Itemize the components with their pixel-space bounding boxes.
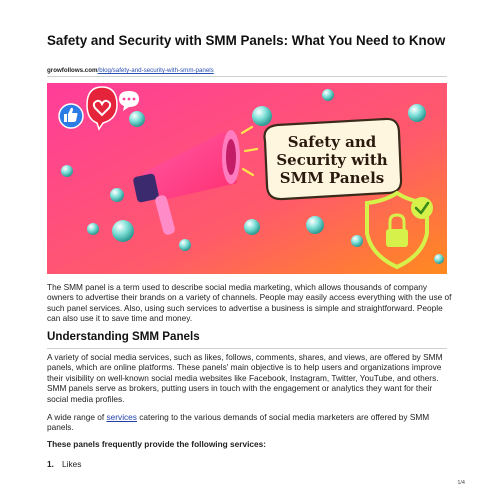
section-paragraph-1: A variety of social media services, such as likes, follows, comments, shares, and views, are offered by SMM panels, which are online platforms. These panels' main objective is to help users and organizations improve their visibility on well-known social media websites like Facebook, Instagram, Twitter, YouTube, and others. SMM panels serve as brokers, putting users in touch with the engagement or analytics they want for their social media profiles.	[47, 352, 443, 404]
hero-badge-line-2: Security with	[276, 151, 388, 169]
paragraph-2-text-after: catering to the various demands of social media marketers are offered by SMM panels.	[47, 412, 430, 433]
hero-badge-line-3: SMM Panels	[279, 169, 385, 187]
services-link[interactable]: services	[106, 412, 137, 422]
page-number: 1/4	[457, 480, 465, 486]
intro-paragraph: The SMM panel is a term used to describe social media marketing, which allows thousands of company owners to advertise their brands on a variety of channels. People may easily access everything with the use of such panel services. Also, using such services to advertise a business is simple and straightforward. People can also use it to save time and money.	[47, 282, 452, 324]
heading-divider	[47, 348, 447, 349]
url-path[interactable]: /blog/safety-and-security-with-smm-panels	[97, 67, 214, 74]
section-heading: Understanding SMM Panels	[47, 330, 200, 343]
list-item-label: Likes	[62, 459, 82, 469]
url-domain[interactable]: growfollows.com	[47, 67, 98, 74]
url-divider	[47, 76, 447, 77]
page-title: Safety and Security with SMM Panels: What You Need to Know	[47, 33, 446, 48]
hero-badge-line-1: Safety and	[287, 133, 377, 151]
source-url[interactable]	[47, 67, 447, 74]
list-item-number: 1.	[47, 459, 54, 469]
list-intro: These panels frequently provide the following services:	[47, 439, 267, 449]
list-item	[47, 459, 81, 469]
hero-badge	[265, 119, 402, 199]
paragraph-2-text-before: A wide range of	[47, 412, 107, 422]
section-paragraph-2	[47, 412, 452, 433]
hero-image	[47, 83, 447, 274]
thumbs-up-icon	[59, 104, 83, 128]
